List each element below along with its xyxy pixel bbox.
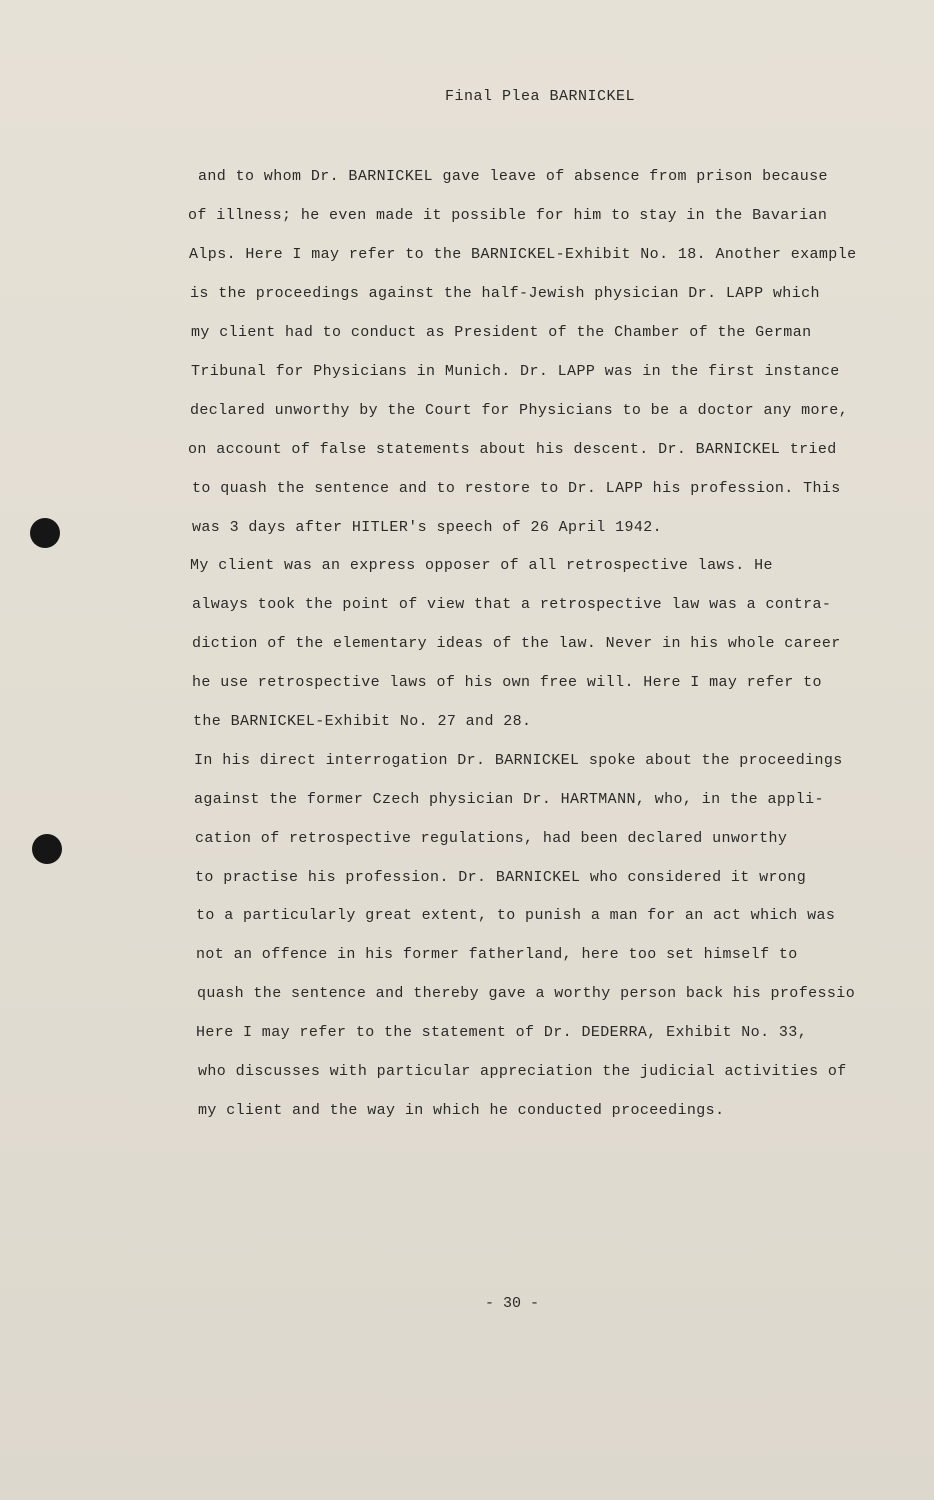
text-line: who discusses with particular appreciation the judicial activities of: [198, 1063, 847, 1080]
punch-hole-top: [30, 518, 60, 548]
text-line: of illness; he even made it possible for him to stay in the Bavarian: [188, 207, 828, 224]
text-line: not an offence in his former fatherland, here too set himself to: [196, 946, 798, 963]
text-line: was 3 days after HITLER's speech of 26 April 1942.: [192, 519, 663, 536]
text-line: to a particularly great extent, to punish a man for an act which was: [196, 907, 836, 924]
page-header: Final Plea BARNICKEL: [445, 88, 636, 105]
text-line: Alps. Here I may refer to the BARNICKEL-Exhibit No. 18. Another example: [189, 246, 857, 263]
text-line: to quash the sentence and to restore to Dr. LAPP his profession. This: [192, 480, 841, 497]
text-line: declared unworthy by the Court for Physicians to be a doctor any more,: [190, 402, 849, 419]
text-line: quash the sentence and thereby gave a worthy person back his professio: [197, 985, 856, 1002]
text-line: the BARNICKEL-Exhibit No. 27 and 28.: [193, 713, 532, 730]
text-line: to practise his profession. Dr. BARNICKEL who considered it wrong: [195, 869, 807, 886]
text-line: diction of the elementary ideas of the law. Never in his whole career: [192, 635, 841, 652]
page-number: - 30 -: [485, 1295, 540, 1312]
text-line: Here I may refer to the statement of Dr. DEDERRA, Exhibit No. 33,: [196, 1024, 808, 1041]
text-line: he use retrospective laws of his own free will. Here I may refer to: [192, 674, 822, 691]
text-line: and to whom Dr. BARNICKEL gave leave of absence from prison because: [198, 168, 828, 185]
text-line: always took the point of view that a retrospective law was a contra-: [192, 596, 832, 613]
text-line: my client and the way in which he conducted proceedings.: [198, 1102, 725, 1119]
text-line: against the former Czech physician Dr. HARTMANN, who, in the appli-: [194, 791, 824, 808]
text-line: is the proceedings against the half-Jewish physician Dr. LAPP which: [190, 285, 820, 302]
text-line: Tribunal for Physicians in Munich. Dr. LAPP was in the first instance: [191, 363, 840, 380]
punch-hole-bottom: [32, 834, 62, 864]
text-line: My client was an express opposer of all retrospective laws. He: [190, 557, 773, 574]
text-line: In his direct interrogation Dr. BARNICKEL spoke about the proceedings: [194, 752, 843, 769]
text-line: on account of false statements about his descent. Dr. BARNICKEL tried: [188, 441, 837, 458]
text-line: cation of retrospective regulations, had been declared unworthy: [195, 830, 788, 847]
text-line: my client had to conduct as President of the Chamber of the German: [191, 324, 812, 341]
